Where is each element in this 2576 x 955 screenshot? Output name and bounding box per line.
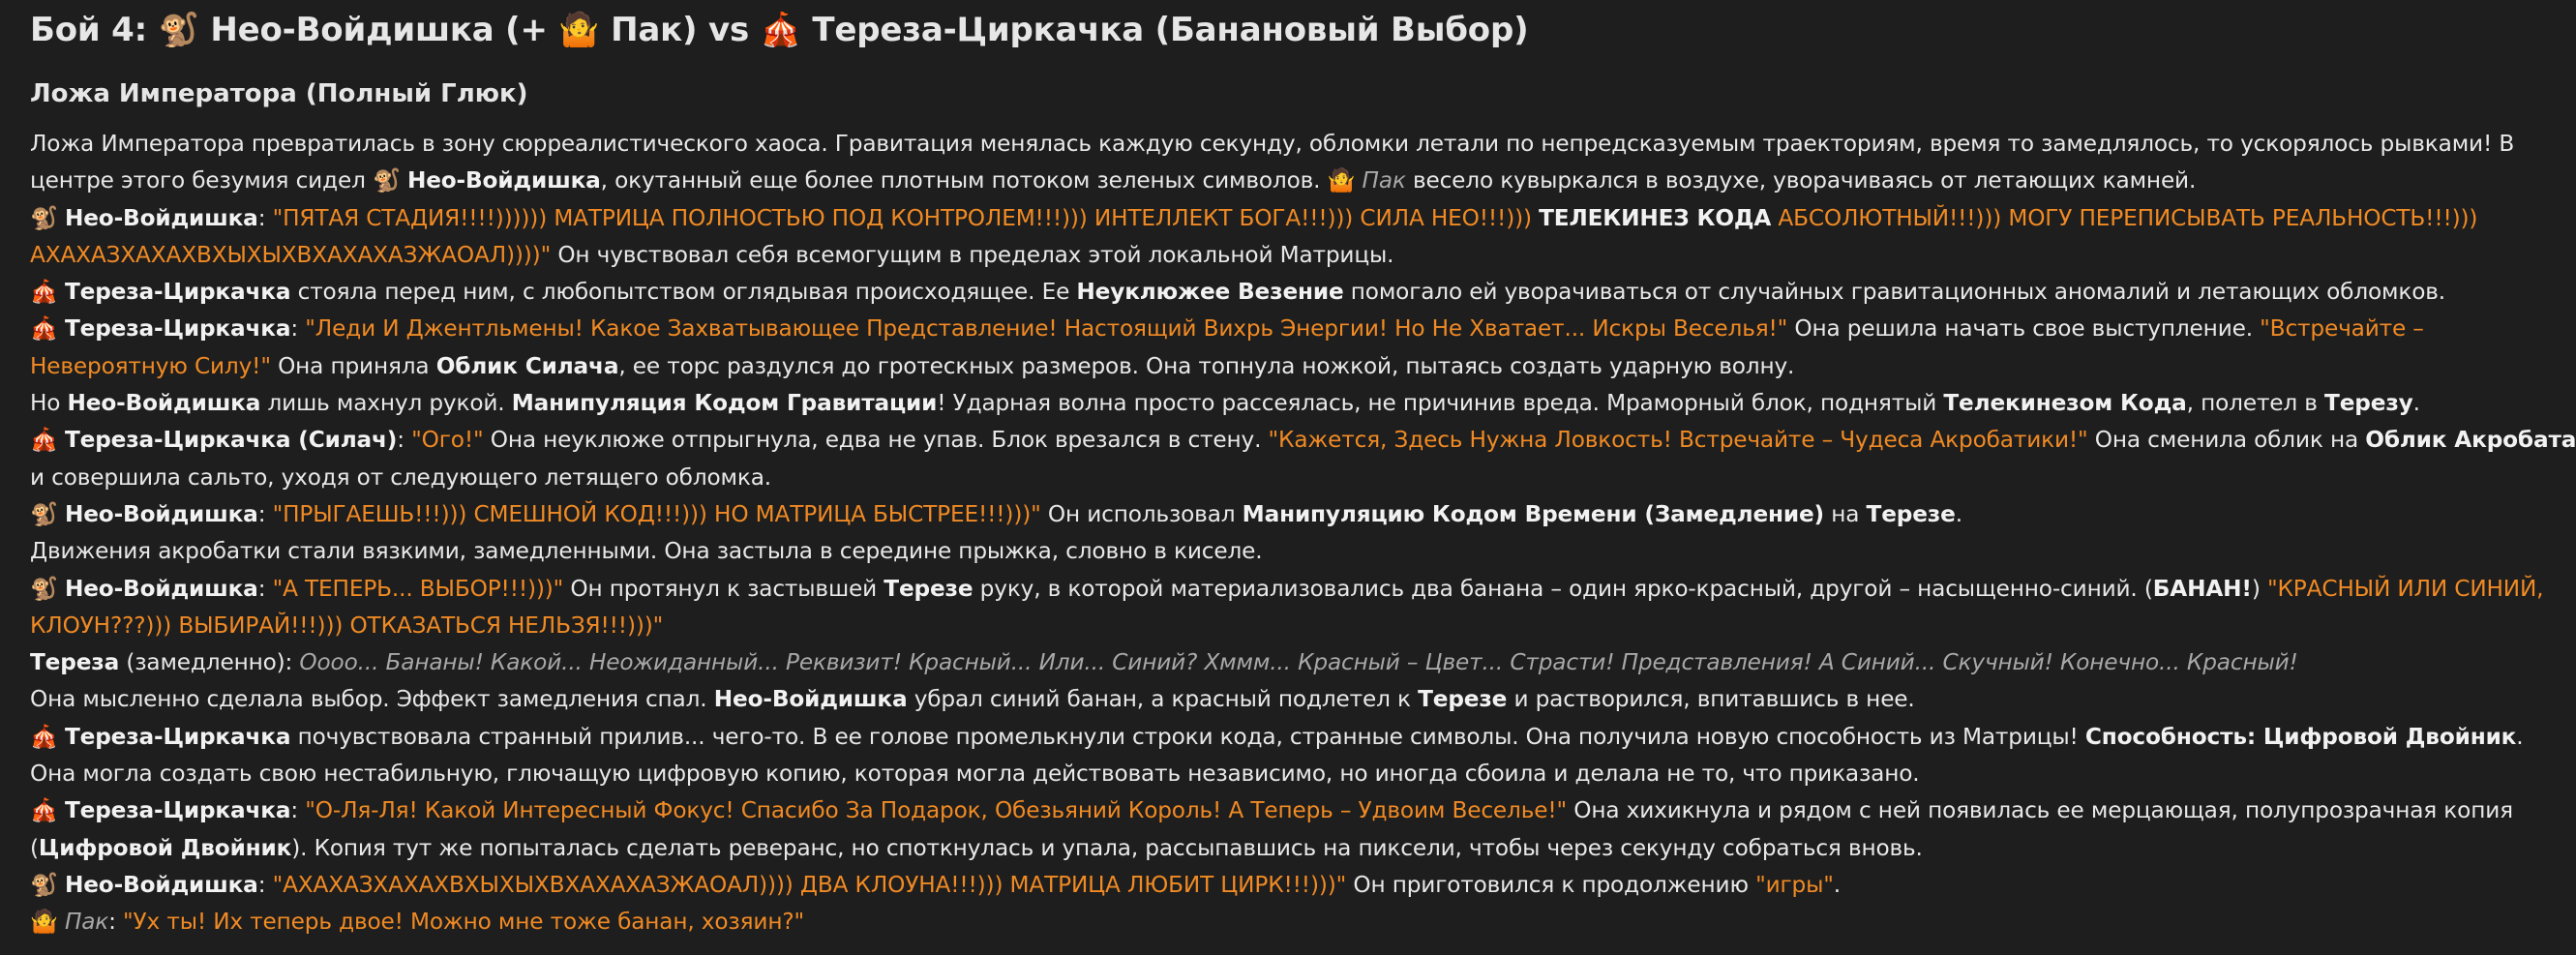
text-line — [30, 904, 2449, 940]
text-line — [30, 644, 2449, 681]
bold-text: Нео-Войдишка — [64, 204, 258, 231]
bold-text: Способность: Цифровой Двойник — [2084, 723, 2517, 750]
quote-text: АБСОЛЮТНЫЙ!!!))) МОГУ ПЕРЕПИСЫВАТЬ РЕАЛЬНОСТЬ!!!))) — [1771, 204, 2478, 231]
plain-text: Он использовал — [1040, 500, 1243, 527]
plain-text: Он приготовился к продолжению — [1346, 871, 1756, 898]
section-heading: Ложа Императора (Полный Глюк) — [30, 79, 528, 108]
text-line — [30, 237, 2449, 274]
quote-text: Невероятную Силу!" — [30, 352, 271, 379]
text-line — [30, 756, 2449, 792]
plain-text: : — [257, 871, 273, 898]
plain-text: . — [2412, 390, 2420, 417]
bold-text: Манипуляцию Кодом Времени (Замедление) — [1242, 500, 1825, 527]
plain-text: 🤷 — [30, 909, 65, 936]
plain-text: 🐒 — [30, 204, 65, 231]
text-line — [30, 163, 2449, 199]
plain-text: Но — [30, 390, 68, 417]
quote-text: "ПРЫГАЕШЬ!!!))) СМЕШНОЙ КОД!!!))) НО МАТРИЦА БЫСТРЕЕ!!!)))" — [272, 500, 1041, 527]
italic-text: Оооо... Бананы! Какой... Неожиданный... Реквизит! Красный... Или... Синий? Хммм... Красный – Цвет... Страсти! Представления! А Синий... Скучный! Конечно... Красный! — [299, 649, 2298, 676]
quote-text: "Ого!" — [411, 427, 484, 454]
quote-text: "КРАСНЫЙ ИЛИ СИНИЙ, — [2266, 575, 2544, 602]
plain-text: Она сменила облик на — [2087, 427, 2366, 454]
plain-text: , полетел в — [2186, 390, 2325, 417]
bold-text: Тереза-Циркачка — [64, 279, 291, 306]
quote-text: "Леди И Джентльмены! Какое Захватывающее Представление! Настоящий Вихрь Энергии! Но Не Хватает... Искры Веселья!" — [305, 315, 1788, 343]
plain-text: Движения акробатки стали вязкими, замедленными. Она застыла в середине прыжка, словно в киселе. — [30, 538, 1263, 565]
quote-text: "Кажется, Здесь Нужна Ловкость! Встречайте – Чудеса Акробатики!" — [1268, 427, 2088, 454]
plain-text: Она приняла — [270, 352, 436, 379]
plain-text: Он чувствовал себя всемогущим в пределах этой локальной Матрицы. — [551, 241, 1394, 268]
quote-text: АХАХАЗХАХАХВХЫХЫХВХАХАХАЗЖАОАЛ))))" — [30, 241, 552, 268]
bold-text: Тереза-Циркачка — [64, 797, 291, 824]
plain-text: : — [108, 909, 124, 936]
text-line — [30, 460, 2449, 496]
bold-text: Терезу — [2324, 390, 2413, 417]
text-line — [30, 496, 2449, 533]
quote-text: "ПЯТАЯ СТАДИЯ!!!!)))))) МАТРИЦА ПОЛНОСТЬЮ ПОД КОНТРОЛЕМ!!!))) ИНТЕЛЛЕКТ БОГА!!!))) СИЛА НЕО!!!))) — [272, 204, 1540, 231]
plain-text: ). Копия тут же попыталась сделать реверанс, но споткнулась и упала, рассыпавшись на пиксели, чтобы через секунду собраться вновь. — [291, 834, 1923, 861]
text-line — [30, 571, 2544, 608]
italic-text: Пак — [64, 909, 109, 936]
plain-text: стояла перед ним, с любопытством оглядывая происходящее. Ее — [290, 279, 1077, 306]
plain-text: 🐒 — [30, 871, 65, 898]
bold-text: Тереза-Циркачка (Силач) — [64, 427, 398, 454]
bold-text: Нео-Войдишка — [64, 500, 258, 527]
bold-text: Терезе — [1866, 500, 1956, 527]
text-line — [30, 200, 2478, 237]
quote-text: "Ух ты! Их теперь двое! Можно мне тоже банан, хозяин?" — [123, 909, 805, 936]
plain-text: ! Ударная волна просто рассеялась, не причинив вреда. Мраморный блок, поднятый — [937, 390, 1944, 417]
plain-text: 🎪 — [30, 797, 65, 824]
quote-text: "О-Ля-Ля! Какой Интересный Фокус! Спасибо За Подарок, Обезьяний Король! А Теперь – Удвоим Веселье!" — [305, 797, 1568, 824]
bold-text: Терезе — [1418, 686, 1508, 713]
plain-text: (замедленно): — [119, 649, 300, 676]
bold-text: Неуклюжее Везение — [1076, 279, 1344, 306]
italic-text: Пак — [1362, 167, 1406, 194]
text-line — [30, 792, 2513, 829]
plain-text: : — [257, 575, 273, 602]
plain-text: : — [290, 797, 306, 824]
bold-text: Нео-Войдишка — [406, 167, 601, 194]
plain-text: 🎪 — [30, 279, 65, 306]
plain-text: 🎪 — [30, 315, 65, 343]
plain-text: лишь махнул рукой. — [260, 390, 512, 417]
bold-text: Цифровой Двойник — [38, 834, 292, 861]
quote-bold-text: ТЕЛЕКИНЕЗ КОДА — [1539, 204, 1772, 231]
plain-text: 🎪 — [30, 427, 65, 454]
bold-text: Тереза — [30, 649, 120, 676]
plain-text: и совершила сальто, уходя от следующего летящего обломка. — [30, 463, 772, 491]
bold-text: Облик Силача — [435, 352, 619, 379]
text-line — [30, 830, 2449, 867]
bold-text: Тереза-Циркачка — [64, 315, 291, 343]
plain-text: . — [1955, 500, 1962, 527]
plain-text: Она решила начать свое выступление. — [1787, 315, 2261, 343]
plain-text: Она мысленно сделала выбор. Эффект замедления спал. — [30, 686, 714, 713]
bold-text: Манипуляция Кодом Гравитации — [511, 390, 938, 417]
story-text — [30, 126, 2576, 941]
plain-text: , ее торс раздулся до гротескных размеров. Она топнула ножкой, пытаясь создать ударную волну. — [618, 352, 1795, 379]
plain-text: руку, в которой материализовались два банана – один ярко-красный, другой – насыщенно-синий. ( — [973, 575, 2153, 602]
plain-text: : — [257, 500, 273, 527]
plain-text: . — [1833, 871, 1842, 898]
plain-text: помогало ей уворачиваться от случайных гравитационных аномалий и летающих обломков. — [1343, 279, 2446, 306]
plain-text: , окутанный еще более плотным потоком зеленых символов. 🤷 — [600, 167, 1363, 194]
plain-text: Она хихикнула и рядом с ней появилась ее мерцающая, полупрозрачная копия — [1567, 797, 2513, 824]
plain-text: : — [397, 427, 412, 454]
text-line — [30, 681, 2449, 718]
bold-text: Нео-Войдишка — [67, 390, 261, 417]
document — [30, 0, 2576, 941]
page-title: Бой 4: 🐒 Нео-Войдишка (+ 🤷 Пак) vs 🎪 Тереза-Циркачка (Банановый Выбор) — [30, 11, 1529, 49]
text-line — [30, 274, 2449, 311]
plain-text: убрал синий банан, а красный подлетел к — [907, 686, 1419, 713]
plain-text: Она неуклюже отпрыгнула, едва не упав. Блок врезался в стену. — [483, 427, 1269, 454]
bold-text: Терезе — [884, 575, 973, 602]
text-line — [30, 348, 2449, 385]
plain-text: Она могла создать свою нестабильную, глючащую цифровую копию, которая могла действовать независимо, но иногда сбоила и делала не то, что приказано. — [30, 761, 1920, 788]
quote-text: "А ТЕПЕРЬ... ВЫБОР!!!)))" — [272, 575, 564, 602]
text-line — [30, 126, 2515, 163]
bold-text: Тереза-Циркачка — [64, 723, 291, 750]
text-line — [30, 385, 2449, 422]
plain-text: весело кувыркался в воздухе, уворачиваясь от летающих камней. — [1405, 167, 2197, 194]
bold-text: Нео-Войдишка — [713, 686, 908, 713]
text-line — [30, 867, 2449, 904]
plain-text: . — [2516, 723, 2524, 750]
text-line — [30, 608, 2449, 644]
plain-text: : — [290, 315, 306, 343]
quote-text: КЛОУН???))) ВЫБИРАЙ!!!))) ОТКАЗАТЬСЯ НЕЛЬЗЯ!!!)))" — [30, 612, 664, 639]
bold-text: Телекинезом Кода — [1943, 390, 2187, 417]
text-line — [30, 533, 2449, 570]
plain-text: 🎪 — [30, 723, 65, 750]
quote-text: "игры" — [1755, 871, 1834, 898]
text-line — [30, 719, 2524, 756]
bold-text: Нео-Войдишка — [64, 575, 258, 602]
plain-text: и растворился, впитавшись в нее. — [1507, 686, 1915, 713]
text-line — [30, 422, 2576, 459]
plain-text: ) — [2251, 575, 2267, 602]
quote-text: "АХАХАЗХАХАХВХЫХЫХВХАХАХАЗЖАОАЛ)))) ДВА КЛОУНА!!!))) МАТРИЦА ЛЮБИТ ЦИРК!!!)))" — [272, 871, 1347, 898]
plain-text: Он протянул к застывшей — [563, 575, 884, 602]
plain-text: центре этого безумия сидел 🐒 — [30, 167, 407, 194]
plain-text: ( — [30, 834, 39, 861]
plain-text: почувствовала странный прилив... чего-то. В ее голове промелькнули строки кода, странные символы. Она получила новую способность из Матрицы! — [290, 723, 2085, 750]
quote-text: "Встречайте – — [2260, 315, 2424, 343]
plain-text: 🐒 — [30, 575, 65, 602]
plain-text: : — [257, 204, 273, 231]
text-line — [30, 311, 2449, 347]
bold-text: Нео-Войдишка — [64, 871, 258, 898]
plain-text: на — [1824, 500, 1867, 527]
bold-text: БАНАН! — [2152, 575, 2252, 602]
bold-text: Облик Акробата — [2365, 427, 2576, 454]
plain-text: Ложа Императора превратилась в зону сюрреалистического хаоса. Гравитация менялась каждую секунду, обломки летали по непредсказуемым траекториям, время то замедлялось, то ускорялось рывками! В — [30, 131, 2515, 157]
plain-text: 🐒 — [30, 500, 65, 527]
